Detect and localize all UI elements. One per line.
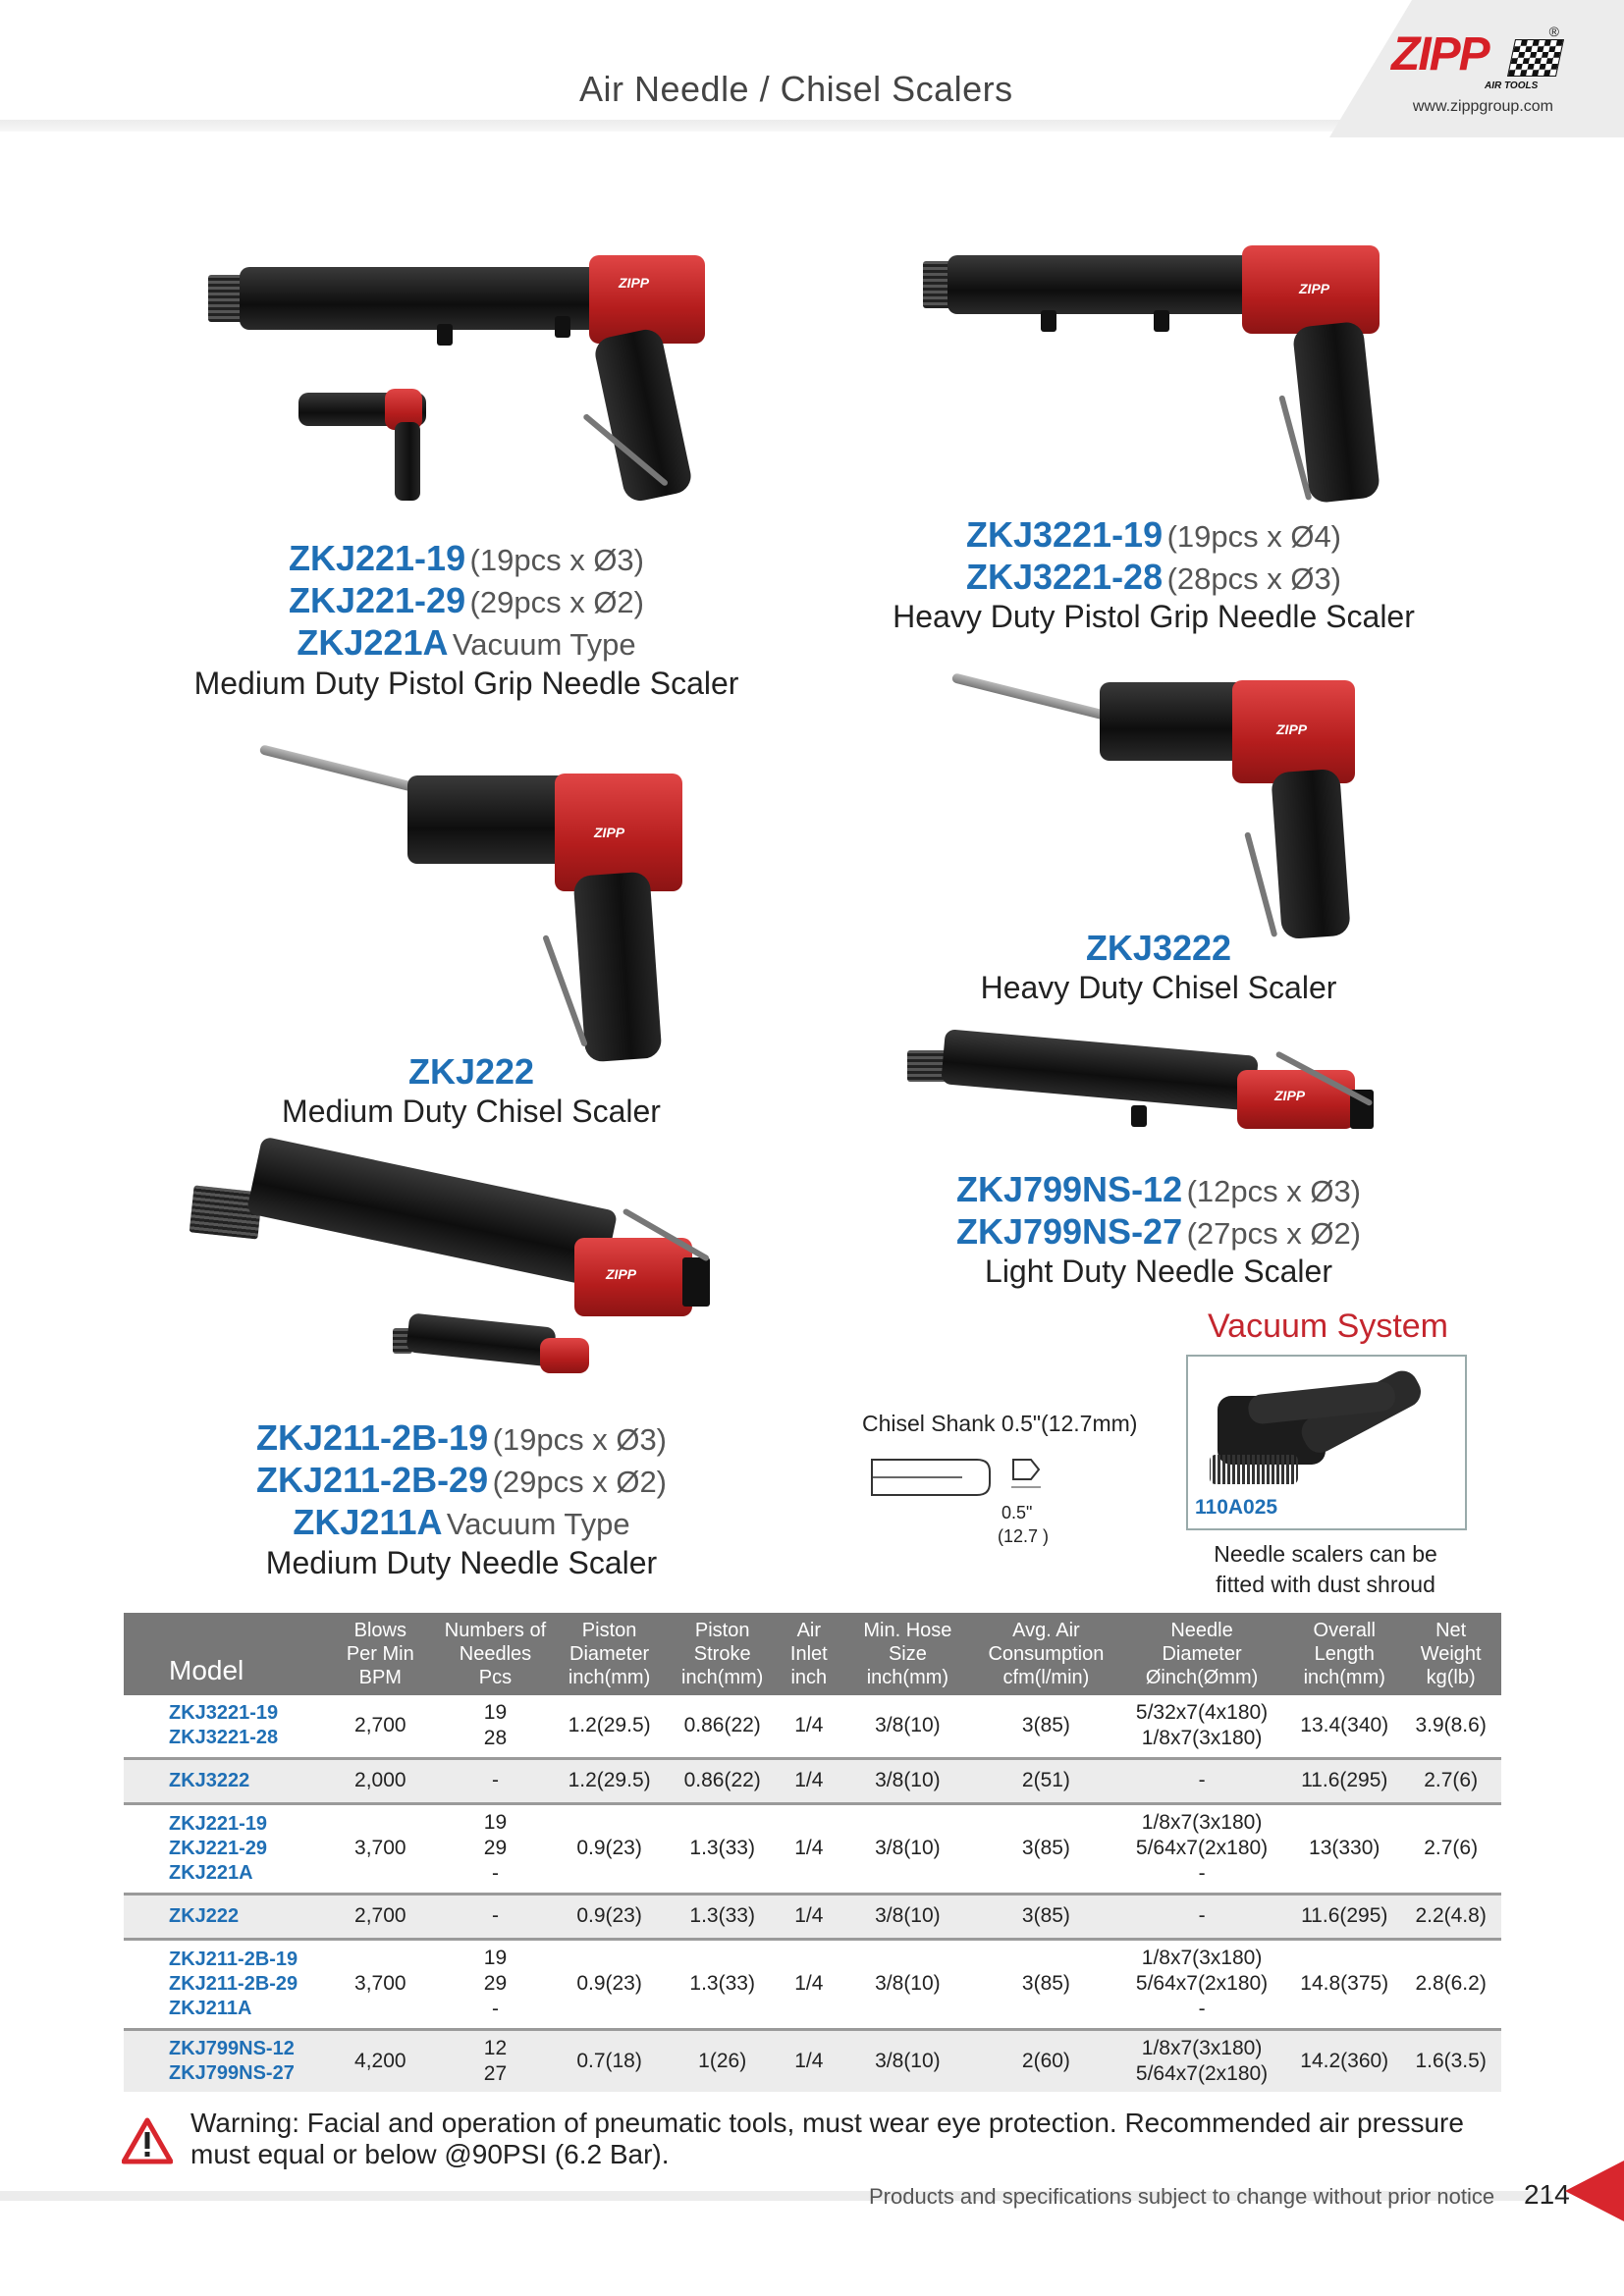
cell-overall-length: 11.6(295): [1288, 1894, 1400, 1939]
table-row: [124, 2029, 1501, 2092]
cell-piston-stroke: 0.86(22): [666, 1695, 780, 1758]
product-image-zkj3222: [952, 653, 1375, 947]
product-description: Light Duty Needle Scaler: [985, 1254, 1332, 1290]
cell-piston-stroke: 1.3(33): [666, 1939, 780, 2029]
product-label-zkj211-2b: [196, 1416, 727, 1581]
chisel-shank-dim-mm: (12.7 ): [998, 1526, 1050, 1546]
model-spec: (19pcs x Ø3): [492, 1422, 668, 1457]
model-spec: Vacuum Type: [446, 1507, 630, 1542]
page-title: Air Needle / Chisel Scalers: [579, 69, 1013, 109]
product-image-zkj211-2b: [191, 1163, 741, 1409]
col-header-needle-diameter: Needle Diameter Øinch(Ømm): [1115, 1613, 1288, 1695]
cell-overall-length: 13.4(340): [1288, 1695, 1400, 1758]
cell-needles: 19 28: [437, 1695, 553, 1758]
cell-bpm: 4,200: [323, 2029, 437, 2092]
cell-needle-diameter: -: [1115, 1758, 1288, 1803]
cell-hose-size: 3/8(10): [839, 1939, 977, 2029]
product-description: Medium Duty Needle Scaler: [265, 1544, 658, 1580]
cell-hose-size: 3/8(10): [839, 1803, 977, 1894]
model-name: ZKJ221-29: [288, 580, 466, 621]
product-label-zkj799ns: [864, 1168, 1453, 1291]
col-header-air-consumption: Avg. Air Consumption cfm(l/min): [977, 1613, 1115, 1695]
vacuum-part-code: 110A025: [1195, 1496, 1278, 1519]
cell-air-consumption: 3(85): [977, 1695, 1115, 1758]
cell-air-inlet: 1/4: [780, 1695, 839, 1758]
chisel-shank-diagram: [864, 1448, 1060, 1561]
product-description: Medium Duty Pistol Grip Needle Scaler: [193, 665, 739, 701]
cell-net-weight: 3.9(8.6): [1400, 1695, 1501, 1758]
model-name: ZKJ3221-19: [965, 514, 1164, 555]
col-header-piston-stroke: Piston Stroke inch(mm): [666, 1613, 780, 1695]
cell-piston-diameter: 0.7(18): [554, 2029, 666, 2092]
table-row: [124, 1803, 1501, 1894]
product-image-zkj222: [260, 736, 682, 1070]
cell-piston-stroke: 1.3(33): [666, 1894, 780, 1939]
col-header-air-inlet: Air Inlet inch: [780, 1613, 839, 1695]
cell-overall-length: 13(330): [1288, 1803, 1400, 1894]
product-label-zkj222: [187, 1050, 756, 1131]
cell-net-weight: 2.7(6): [1400, 1758, 1501, 1803]
spec-table-header: [124, 1613, 1501, 1695]
product-description: Heavy Duty Pistol Grip Needle Scaler: [893, 599, 1415, 635]
product-label-zkj221: [137, 537, 795, 702]
model-name: ZKJ799NS-12: [955, 1169, 1183, 1209]
cell-air-inlet: 1/4: [780, 2029, 839, 2092]
cell-overall-length: 14.2(360): [1288, 2029, 1400, 2092]
footer-disclaimer: Products and specifications subject to change without prior notice: [869, 2184, 1495, 2209]
model-name: ZKJ211A: [293, 1502, 443, 1543]
table-row: [124, 1695, 1501, 1758]
col-header-model: Model: [124, 1613, 323, 1695]
cell-air-consumption: 3(85): [977, 1803, 1115, 1894]
model-name: ZKJ221-19: [288, 538, 466, 578]
cell-air-consumption: 2(51): [977, 1758, 1115, 1803]
model-name: ZKJ3222: [1085, 928, 1232, 968]
col-header-piston-diameter: Piston Diameter inch(mm): [554, 1613, 666, 1695]
cell-needle-diameter: 5/32x7(4x180) 1/8x7(3x180): [1115, 1695, 1288, 1758]
model-name: ZKJ222: [407, 1051, 535, 1092]
tool-brand-mark: ZIPP: [1274, 1088, 1306, 1103]
product-description: Medium Duty Chisel Scaler: [282, 1094, 661, 1130]
cell-needle-diameter: -: [1115, 1894, 1288, 1939]
table-row: [124, 1758, 1501, 1803]
tool-brand-mark: ZIPP: [1276, 721, 1308, 737]
cell-net-weight: 1.6(3.5): [1400, 2029, 1501, 2092]
cell-air-consumption: 3(85): [977, 1939, 1115, 2029]
product-image-zkj3221: [918, 245, 1399, 501]
product-description: Heavy Duty Chisel Scaler: [980, 970, 1337, 1006]
cell-model: ZKJ799NS-12 ZKJ799NS-27: [124, 2029, 323, 2092]
registered-mark: ®: [1548, 24, 1559, 39]
model-spec: (19pcs x Ø4): [1166, 519, 1342, 554]
warning-text: Warning: Facial and operation of pneumatic tools, must wear eye protection. Recommended air pressure must equal or below @90PSI (6.2 Bar).: [190, 2108, 1464, 2169]
model-name: ZKJ3221-28: [965, 557, 1164, 598]
cell-model: ZKJ221-19 ZKJ221-29 ZKJ221A: [124, 1803, 323, 1894]
model-spec: (27pcs x Ø2): [1186, 1216, 1362, 1252]
brand-logo-subtitle: AIR TOOLS: [1485, 80, 1539, 91]
cell-model: ZKJ222: [124, 1894, 323, 1939]
brand-logo-text: ZIPP: [1391, 28, 1489, 80]
cell-air-inlet: 1/4: [780, 1894, 839, 1939]
model-spec: (19pcs x Ø3): [469, 543, 644, 577]
cell-net-weight: 2.8(6.2): [1400, 1939, 1501, 2029]
cell-piston-stroke: 0.86(22): [666, 1758, 780, 1803]
cell-air-inlet: 1/4: [780, 1939, 839, 2029]
cell-model: ZKJ3221-19 ZKJ3221-28: [124, 1695, 323, 1758]
cell-bpm: 3,700: [323, 1939, 437, 2029]
cell-piston-stroke: 1(26): [666, 2029, 780, 2092]
cell-net-weight: 2.2(4.8): [1400, 1894, 1501, 1939]
cell-needles: -: [437, 1894, 553, 1939]
cell-bpm: 2,700: [323, 1695, 437, 1758]
cell-model: ZKJ3222: [124, 1758, 323, 1803]
vacuum-system-title: Vacuum System: [1208, 1308, 1449, 1345]
tool-brand-mark: ZIPP: [606, 1266, 637, 1282]
col-header-needles: Numbers of Needles Pcs: [437, 1613, 553, 1695]
cell-needles: 19 29 -: [437, 1803, 553, 1894]
cell-needle-diameter: 1/8x7(3x180) 5/64x7(2x180) -: [1115, 1803, 1288, 1894]
cell-air-consumption: 2(60): [977, 2029, 1115, 2092]
vacuum-note: Needle scalers can be fitted with dust shroud: [1214, 1541, 1437, 1598]
table-row: [124, 1939, 1501, 2029]
model-spec: (29pcs x Ø2): [469, 585, 644, 620]
cell-piston-diameter: 1.2(29.5): [554, 1758, 666, 1803]
spec-table: [124, 1613, 1501, 2092]
cell-bpm: 2,700: [323, 1894, 437, 1939]
cell-air-inlet: 1/4: [780, 1758, 839, 1803]
cell-piston-diameter: 0.9(23): [554, 1803, 666, 1894]
cell-air-consumption: 3(85): [977, 1894, 1115, 1939]
header-rule: [0, 120, 1375, 132]
table-row: [124, 1894, 1501, 1939]
website-url: www.zippgroup.com: [1412, 98, 1553, 115]
warning-triangle-icon: [122, 2117, 173, 2164]
cell-hose-size: 3/8(10): [839, 2029, 977, 2092]
tool-brand-mark: ZIPP: [619, 275, 650, 291]
model-name: ZKJ211-2B-29: [255, 1460, 489, 1501]
cell-needles: -: [437, 1758, 553, 1803]
cell-overall-length: 14.8(375): [1288, 1939, 1400, 2029]
cell-piston-diameter: 0.9(23): [554, 1939, 666, 2029]
tool-brand-mark: ZIPP: [1299, 281, 1330, 296]
cell-bpm: 3,700: [323, 1803, 437, 1894]
cell-piston-diameter: 1.2(29.5): [554, 1695, 666, 1758]
cell-piston-diameter: 0.9(23): [554, 1894, 666, 1939]
tool-brand-mark: ZIPP: [594, 825, 625, 840]
model-name: ZKJ211-2B-19: [255, 1417, 489, 1458]
cell-hose-size: 3/8(10): [839, 1894, 977, 1939]
model-spec: (28pcs x Ø3): [1166, 561, 1342, 597]
model-name: ZKJ799NS-27: [955, 1211, 1183, 1253]
chisel-shank-title: Chisel Shank 0.5"(12.7mm): [862, 1411, 1138, 1436]
cell-needle-diameter: 1/8x7(3x180) 5/64x7(2x180) -: [1115, 1939, 1288, 2029]
cell-hose-size: 3/8(10): [839, 1758, 977, 1803]
cell-overall-length: 11.6(295): [1288, 1758, 1400, 1803]
cell-needles: 12 27: [437, 2029, 553, 2092]
cell-net-weight: 2.7(6): [1400, 1803, 1501, 1894]
product-image-zkj221: [196, 245, 727, 510]
product-label-zkj3221: [835, 513, 1473, 636]
cell-needle-diameter: 1/8x7(3x180) 5/64x7(2x180): [1115, 2029, 1288, 2092]
cell-piston-stroke: 1.3(33): [666, 1803, 780, 1894]
product-image-zkj799ns: [903, 1031, 1414, 1158]
col-header-net-weight: Net Weight kg(lb): [1400, 1613, 1501, 1695]
col-header-hose-size: Min. Hose Size inch(mm): [839, 1613, 977, 1695]
col-header-bpm: Blows Per Min BPM: [323, 1613, 437, 1695]
checkered-flag-icon: [1507, 39, 1564, 77]
model-spec: Vacuum Type: [452, 627, 636, 663]
model-spec: (29pcs x Ø2): [492, 1465, 668, 1500]
page-number: 214: [1524, 2179, 1570, 2210]
model-spec: (12pcs x Ø3): [1186, 1174, 1362, 1208]
col-header-overall-length: Overall Length inch(mm): [1288, 1613, 1400, 1695]
cell-bpm: 2,000: [323, 1758, 437, 1803]
brand-logo: [1391, 24, 1559, 96]
model-name: ZKJ221A: [297, 622, 449, 664]
chisel-shank-dim-in: 0.5": [1001, 1503, 1033, 1522]
cell-model: ZKJ211-2B-19 ZKJ211-2B-29 ZKJ211A: [124, 1939, 323, 2029]
cell-needles: 19 29 -: [437, 1939, 553, 2029]
cell-hose-size: 3/8(10): [839, 1695, 977, 1758]
product-label-zkj3222: [884, 927, 1434, 1007]
cell-air-inlet: 1/4: [780, 1803, 839, 1894]
